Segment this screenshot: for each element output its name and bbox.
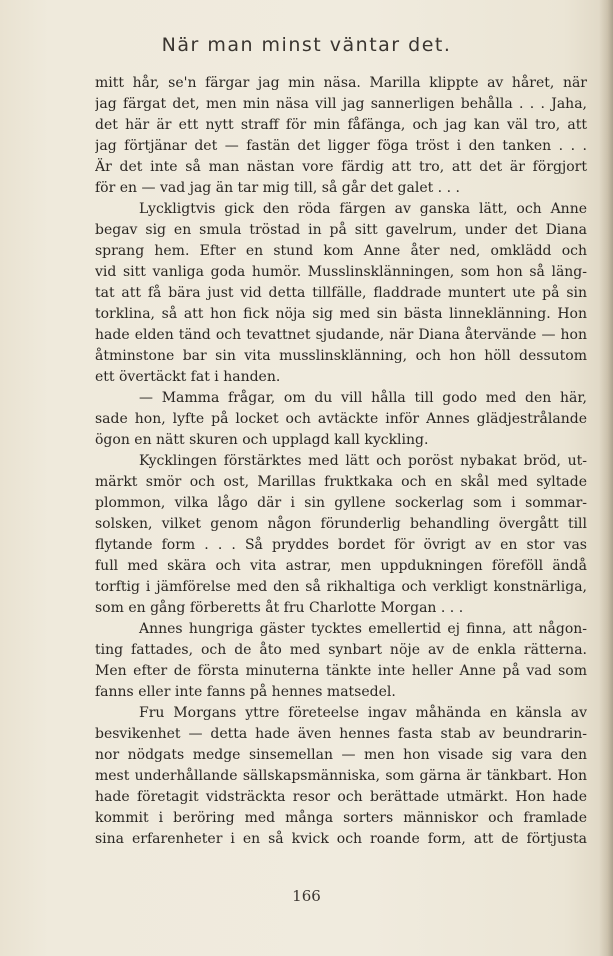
text-line: plommon, vilka lågo där i sin gyllene sockerlag som i sommar- — [95, 495, 587, 511]
page-number: 166 — [292, 887, 321, 905]
running-head: När man minst väntar det. — [161, 34, 452, 56]
text-line: som en gång förberetts åt fru Charlotte Morgan . . . — [95, 600, 464, 616]
text-line: Är det inte så man nästan vore färdig att tro, att det är förgjort — [95, 159, 587, 175]
text-line: Lyckligtvis gick den röda färgen av ganska lätt, och Anne — [139, 201, 587, 217]
text-line: kommit i beröring med många sorters människor och framlade — [95, 810, 587, 826]
text-line: Men efter de första minuterna tänkte inte heller Anne på vad som — [95, 663, 587, 679]
text-line: sade hon, lyfte på locket och avtäckte inför Annes glädjestrålande — [95, 411, 587, 427]
text-line: sina erfarenheter i en så kvick och roande form, att de förtjusta — [95, 831, 587, 847]
text-line: nor nödgats medge sinsemellan — men hon visade sig vara den — [95, 747, 587, 763]
text-line: hade företagit vidsträckta resor och berättade utmärkt. Hon hade — [95, 789, 587, 805]
text-line: ett övertäckt fat i handen. — [95, 369, 281, 385]
text-line: mest underhållande sällskapsmänniska, som gärna är tänkbart. Hon — [95, 768, 587, 784]
text-line: — Mamma frågar, om du vill hålla till godo med den här, — [139, 390, 587, 406]
text-line: besvikenhet — detta hade även hennes fasta stab av beundrarin- — [95, 726, 587, 742]
text-line: ting fattades, och de åto med synbart nöje av de enkla rätterna. — [95, 642, 587, 658]
text-line: torftig i jämförelse med den så rikhaltiga och verkligt konstnärliga, — [95, 579, 587, 595]
text-line: begav sig en smula tröstad in på sitt gavelrum, under det Diana — [95, 222, 587, 238]
text-line: torklina, så att hon fick nöja sig med sin bästa linneklänning. Hon — [95, 306, 587, 322]
text-line: för en — vad jag än tar mig till, så går det galet . . . — [95, 180, 460, 196]
text-line: Annes hungriga gäster tycktes emellertid ej finna, att någon- — [139, 621, 587, 637]
text-line: jag förtjänar det — fastän det ligger föga tröst i den tanken . . . — [95, 138, 587, 154]
text-line: märkt smör och ost, Marillas fruktkaka och en skål med syltade — [95, 474, 587, 490]
text-line: Fru Morgans yttre företeelse ingav måhända en känsla av — [139, 705, 587, 721]
text-line: ögon en nätt skuren och upplagd kall kyckling. — [95, 432, 429, 448]
page-edge-shadow — [599, 0, 613, 956]
text-line: mitt hår, se'n färgar jag min näsa. Marilla klippte av håret, när — [95, 75, 587, 91]
text-line: solsken, vilket genom någon förunderlig behandling övergått till — [95, 516, 587, 532]
text-line: hade elden tänd och tevattnet sjudande, när Diana återvände — hon — [95, 327, 587, 343]
text-line: det här är ett nytt straff för min fåfänga, och jag kan väl tro, att — [95, 117, 587, 133]
text-line: åtminstone bar sin vita musslinsklänning, och hon höll dessutom — [95, 348, 587, 364]
text-line: jag färgat det, men min näsa vill jag sannerligen behålla . . . Jaha, — [95, 96, 587, 112]
text-line: full med skära och vita astrar, men uppdukningen föreföll ändå — [95, 558, 587, 574]
body-text — [95, 73, 587, 850]
text-line: sprang hem. Efter en stund kom Anne åter ned, omklädd och — [95, 243, 587, 259]
text-line: Kycklingen förstärktes med lätt och poröst nybakat bröd, ut- — [139, 453, 587, 469]
text-line: vid sitt vanliga goda humör. Musslinsklänningen, som hon så läng- — [95, 264, 587, 280]
text-line: tat att få bära just vid detta tillfälle, fladdrade muntert ute på sin — [95, 285, 587, 301]
text-line: flytande form . . . Så pryddes bordet för övrigt av en stor vas — [95, 537, 587, 553]
text-line: fanns eller inte fanns på hennes matsedel. — [95, 684, 396, 700]
